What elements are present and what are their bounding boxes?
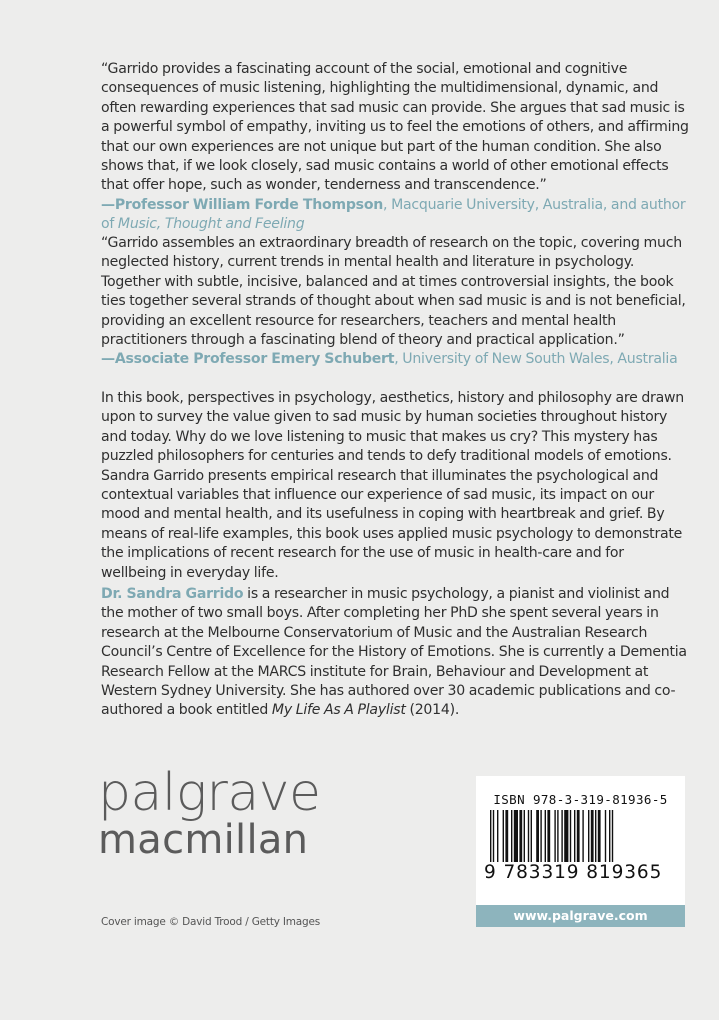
reviewer-name: —Professor William Forde Thompson [101, 196, 384, 213]
publisher-logo-palgrave: palgrave [98, 763, 321, 823]
quote-text: “Garrido assembles an extraordinary breadth of research on the topic, covering much neglected history, current trends in mental health and literature in psychology. Together with subtle, incisive, balanced and at times controversial insights, the book ties together several strands of thought about when sad music is and is not beneficial, providing an excellent resource for researchers, teachers and mental health practitioners through a fascinating blend of theory and practical application.” [101, 235, 686, 349]
reviewer-affiliation: , University of New South Wales, Australia [394, 351, 678, 368]
barcode-icon [490, 810, 671, 868]
author-bio [101, 585, 691, 721]
author-bio-end: (2014). [405, 702, 460, 719]
reviewer-book-title: Music, Thought and Feeling [117, 216, 305, 233]
quote-attribution [101, 351, 677, 367]
review-quote-thompson [101, 60, 691, 235]
cover-image-credit: Cover image © David Trood / Getty Images [101, 916, 321, 928]
reviewer-name: —Associate Professor Emery Schubert [101, 351, 395, 368]
author-book-title: My Life As A Playlist [271, 702, 406, 719]
book-description: In this book, perspectives in psychology, aesthetics, history and philosophy are drawn upon to survey the value given to sad music by human societies throughout history and today. Why do we love listening to music that makes us cry? This mystery has puzzled philosophers for centuries and tends to defy traditional models of emotions. Sandra Garrido presents empirical research that illuminates the psychological and contextual variables that influence our experience of sad music, its impact on our mood and mental health, and its usefulness in coping with heartbreak and grief. By means of real-life examples, this book uses applied music psychology to demonstrate the implications of recent research for the use of music in health-care and for wellbeing in everyday life. [101, 390, 684, 581]
author-bio-text: is a researcher in music psychology, a pianist and violinist and the mother of two small boys. After completing her PhD she spent several years in research at the Melbourne Conservatorium of Music and the Australian Research Council’s Centre of Excellence for the History of Emotions. She is currently a Dementia Research Fellow at the MARCS institute for Brain, Behaviour and Development at Western Sydney University. She has authored over 30 academic publications and co-authored a book entitled [101, 586, 687, 719]
isbn-barcode [476, 776, 685, 905]
reviewer-affiliation: , Macquarie University, Australia, and author of [101, 196, 686, 233]
review-quote-schubert [101, 234, 691, 370]
quote-text: “Garrido provides a fascinating account of the social, emotional and cognitive consequences of music listening, highlighting the multidimensional, dynamic, and often rewarding experiences that sad music can provide. She argues that sad music is a powerful symbol of empathy, inviting us to feel the emotions of others, and affirming that our own experiences are not unique but part of the human condition. She also shows that, if we look closely, sad music contains a world of other emotional effects that offer hope, such as wonder, tenderness and transcendence.” [101, 61, 689, 194]
isbn-label: ISBN 978-3-319-81936-5 [493, 792, 668, 807]
quote-attribution [101, 197, 685, 232]
publisher-logo-macmillan: macmillan [98, 817, 309, 863]
barcode-digits: 9 783319 819365 [484, 862, 663, 883]
publisher-url[interactable]: www.palgrave.com [476, 905, 685, 927]
author-name: Dr. Sandra Garrido [101, 586, 244, 602]
